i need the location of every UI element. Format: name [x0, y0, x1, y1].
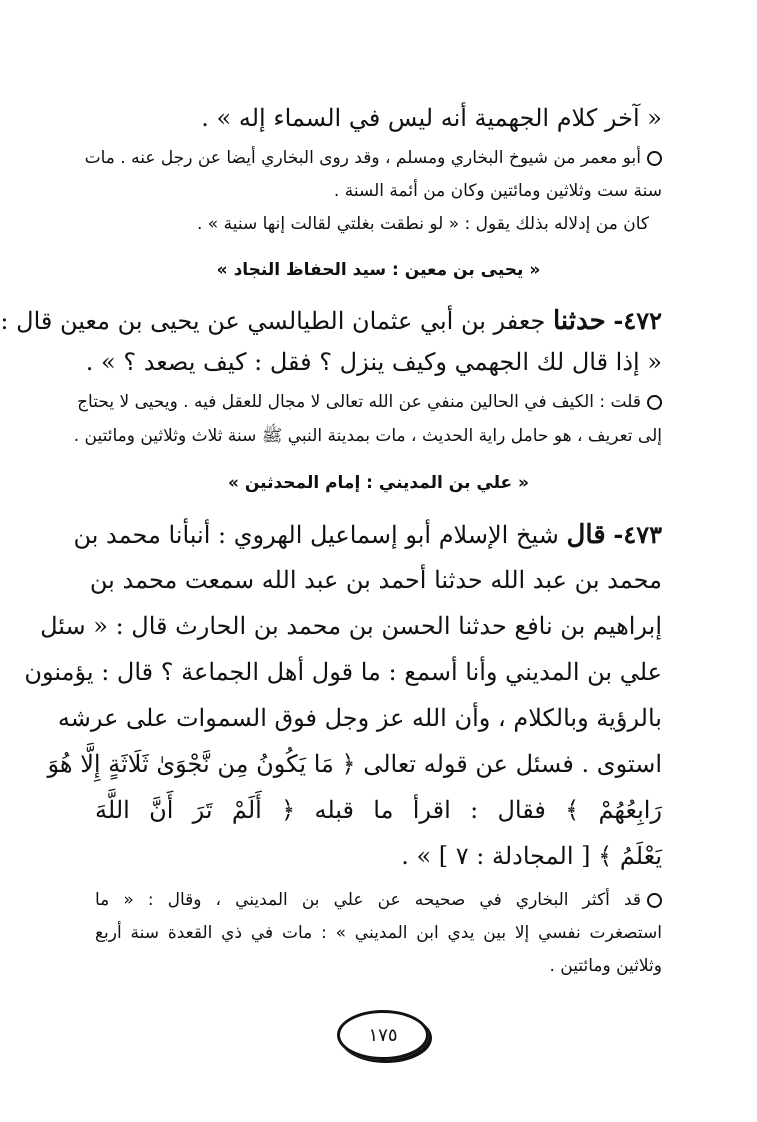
hadith-line: محمد بن عبد الله حدثنا أحمد بن عبد الله سمعت محمد بن [89, 566, 662, 594]
page-number: ١٧٥ [337, 1010, 429, 1060]
note-line: سنة ست وثلاثين ومائتين وكان من أئمة السنة . [333, 181, 662, 201]
hadith-line [0, 306, 662, 336]
note-marker-icon [647, 893, 662, 908]
hadith-text: جعفر بن أبي عثمان الطيالسي عن يحيى بن معين قال : [0, 307, 546, 335]
section-heading: « يحيى بن معين : سيد الحفاظ النجاد » [216, 260, 541, 280]
hadith-line: استوى . فسئل عن قوله تعالى ﴿ مَا يَكُونُ مِن نَّجْوَىٰ ثَلَاثَةٍ إِلَّا هُوَ [47, 750, 662, 778]
hadith-line: « إذا قال لك الجهمي وكيف ينزل ؟ فقل : كيف يصعد ؟ » . [85, 348, 662, 376]
hadith-number: ٤٧٢- [613, 306, 662, 335]
note-line [84, 148, 662, 168]
hadith-keyword: حدثنا [552, 306, 606, 336]
note-text: قد أكثر البخاري في صحيحه عن علي بن المديني ، وقال : « ما [95, 890, 641, 910]
note-text: قلت : الكيف في الحالين منفي عن الله تعالى لا مجال للعقل فيه . ويحيى لا يحتاج [77, 392, 641, 412]
hadith-number: ٤٧٣- [613, 520, 662, 549]
note-line: وثلاثين ومائتين . [549, 956, 662, 976]
note-line [77, 392, 662, 412]
note-marker-icon [647, 395, 662, 410]
hadith-line [73, 520, 662, 550]
note-text: أبو معمر من شيوخ البخاري ومسلم ، وقد روى البخاري أيضا عن رجل عنه . مات [84, 148, 641, 168]
hadith-keyword: قال [566, 520, 606, 550]
hadith-text: شيخ الإسلام أبو إسماعيل الهروي : أنبأنا محمد بن [73, 521, 559, 549]
hadith-line: علي بن المديني وأنا أسمع : ما قول أهل الجماعة ؟ قال : يؤمنون [24, 658, 662, 686]
note-line: كان من إدلاله بذلك يقول : « لو نطقت بغلتي لقالت إنها سنية » . [196, 214, 649, 234]
quote-line: « آخر كلام الجهمية أنه ليس في السماء إله » . [201, 104, 662, 132]
section-heading: « علي بن المديني : إمام المحدثين » [227, 473, 530, 493]
note-line [95, 890, 662, 910]
hadith-line: يَعْلَمُ ﴾ [ المجادلة : ٧ ] » . [401, 842, 662, 870]
note-marker-icon [647, 151, 662, 166]
hadith-line: رَابِعُهُمْ ﴾ فقال : اقرأ ما قبله ﴿ أَلَمْ تَرَ أَنَّ اللَّهَ [95, 796, 662, 824]
note-line: استصغرت نفسي إلا بين يدي ابن المديني » : مات في ذي القعدة سنة أربع [95, 923, 662, 943]
hadith-line: بالرؤية وبالكلام ، وأن الله عز وجل فوق السموات على عرشه [57, 704, 662, 732]
note-line: إلى تعريف ، هو حامل راية الحديث ، مات بمدينة النبي ﷺ سنة ثلاث وثلاثين ومائتين . [73, 426, 662, 446]
hadith-line: إبراهيم بن نافع حدثنا الحسن بن محمد بن الحارث قال : « سئل [40, 612, 662, 640]
